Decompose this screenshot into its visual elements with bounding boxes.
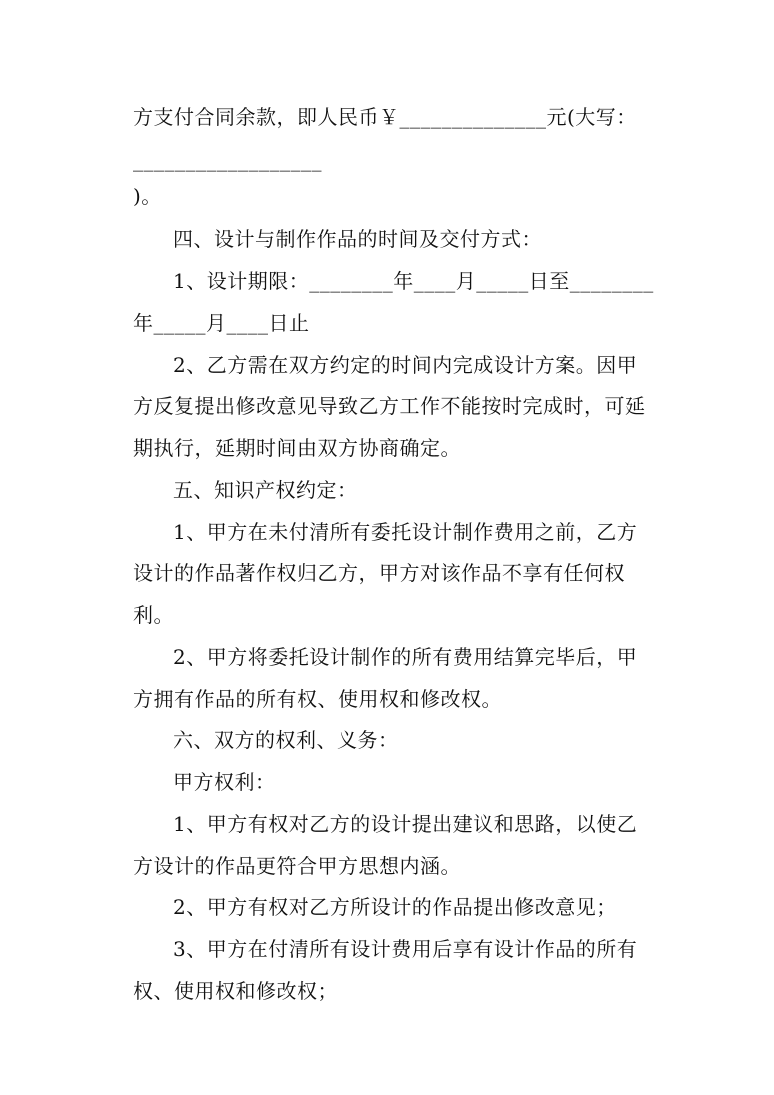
text-line: 设计的作品著作权归乙方，甲方对该作品不享有任何权 bbox=[133, 561, 625, 585]
text-line: 方支付合同余款，即人民币￥______________元(大写： bbox=[133, 105, 637, 129]
text-line: __________________ bbox=[133, 148, 322, 172]
text-line: 权、使用权和修改权； bbox=[133, 979, 338, 1003]
text-line: 3、甲方在付清所有设计费用后享有设计作品的所有 bbox=[173, 937, 638, 961]
text-line: 2、甲方有权对乙方所设计的作品提出修改意见； bbox=[173, 895, 617, 919]
text-line: )。 bbox=[133, 184, 162, 208]
text-line: 方反复提出修改意见导致乙方工作不能按时完成时，可延 bbox=[133, 394, 646, 418]
text-line: 年_____月____日止 bbox=[133, 311, 310, 335]
text-line: 1、甲方有权对乙方的设计提出建议和思路，以使乙 bbox=[173, 812, 638, 836]
section-heading: 四、设计与制作作品的时间及交付方式： bbox=[173, 227, 542, 251]
text-line: 1、设计期限：________年____月_____日至________ bbox=[173, 269, 654, 293]
section-heading: 五、知识产权约定： bbox=[173, 478, 358, 502]
text-line: 1、甲方在未付清所有委托设计制作费用之前，乙方 bbox=[173, 520, 638, 544]
text-line: 利。 bbox=[133, 603, 174, 627]
text-line: 方设计的作品更符合甲方思想内涵。 bbox=[133, 854, 461, 878]
section-heading: 六、双方的权利、义务： bbox=[173, 728, 399, 752]
text-line: 方拥有作品的所有权、使用权和修改权。 bbox=[133, 687, 502, 711]
subheading: 甲方权利： bbox=[173, 770, 276, 794]
text-line: 期执行，延期时间由双方协商确定。 bbox=[133, 436, 461, 460]
text-line: 2、甲方将委托设计制作的所有费用结算完毕后，甲 bbox=[173, 645, 638, 669]
text-line: 2、乙方需在双方约定的时间内完成设计方案。因甲 bbox=[173, 353, 638, 377]
